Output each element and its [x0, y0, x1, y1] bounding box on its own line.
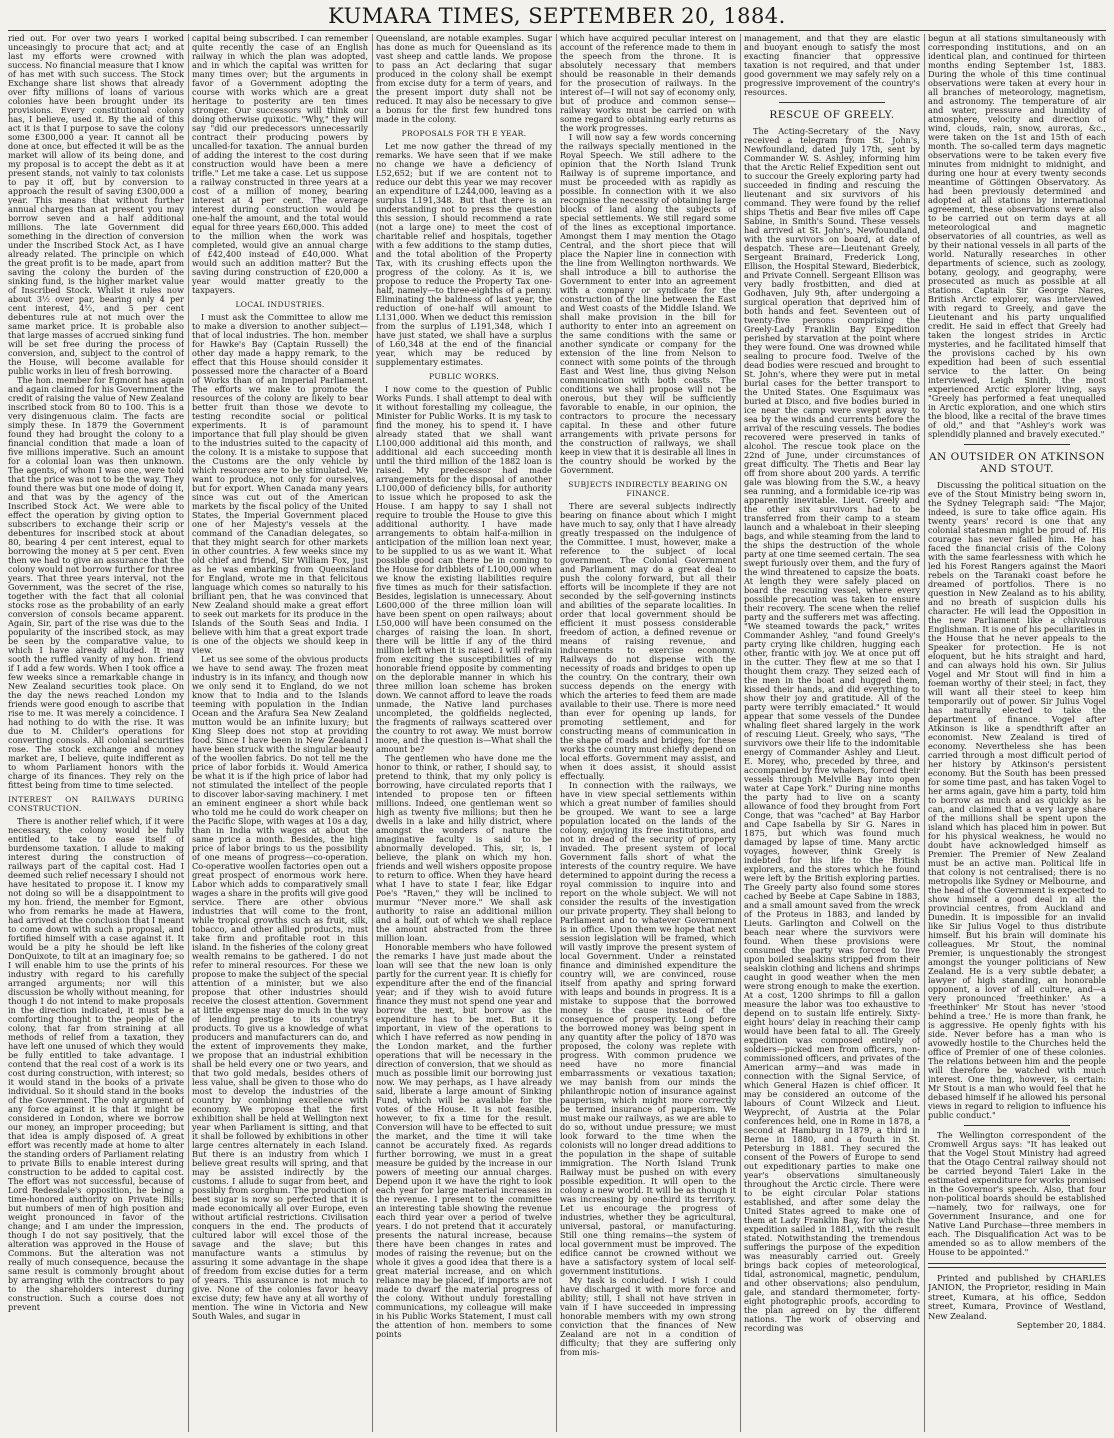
- col6-paragraph-2: Discussing the political situation on the eve of the Stout Ministry being sworn in, the Sydney Telegraph said: "The Major, indeed, is sure to take office again. His twenty years' record is one that any colonial statesman might be proud of. His courage has never failed him. He has faced the financial crisis of the Colony with the same fearlessness with which he led his Forest Rangers against the Maori rebels on the Taranaki coast before he dreamed of portfolios. There is no question in New Zealand as to his ability, and no breath of suspicion dulls his character. He will lead the Opposition in the new Parliament like a chivalrous Englishman. It is one of his peculiarities in the House that he never appeals to the Speaker for protection. He is not eloquent, but he hits straight and hard, and can always hold his own. Sir Julius Vogel and Mr Stout will find in him a foeman worthy of their steel; in fact, they will want all their steel to keep him temporarily out of power. Sir Julius Vogel has naturally elected to take the department of finance. Vogel after Atkinson is like a spendthrift after an economist. New Zealand is tired of economy. Nevertheless she has been carried through a most difficult period of her history by Atkinson's persistent economy. But the South has been pressed for some time past, and has taken Vogel to her arms again, gave him a party, told him to borrow as much and as quickly as he can, and claimed that a very large share of the millions shall be spent upon the island which has placed him in power. But for his physical weakness, he would no doubt have acknowledged himself as Premier. The Premier of New Zealand must be an active man. Political life in that colony is not centralised; there is no metropolis like Sydney or Melbourne, and the head of the Government is expected to show himself a good deal in all the provincial centres, from Auckland and Dunedin. It is impossible for an invalid like Sir Julius Vogel to thus distribute himself. But his brain will dominate his colleagues. Mr Stout, the nominal Premier, is unquestionably the strongest amongst the younger politicians of New Zealand. He is a very subtle debater, a lawyer of high standing, an honorable opponent, a lover of all culture, and—a very pronounced 'freethinker.' As a 'freethinker' Mr Stout has never 'stood behind a tree.' He is more than frank, he is aggressive. He openly fights with his side. Never before has a man who is avowedly hostile to the Churches held the office of Premier of one of these colonies. The relations between him and the people will therefore be watched with much interest. One thing, however, is certain: Mr Stout is a man who would feel that he debased himself if he allowed his personal views in regard to religion to influence his public conduct.": [928, 480, 1106, 1120]
- section-rule: [964, 444, 1071, 445]
- col1-paragraph-3: There is another relief which, if it were necessary, the colony would be fully entitled to take to ease itself of burdensome taxation. I allude to making interest during the construction of railways part of the capital cost. Had I deemed such relief necessary I should not have hesitated to propose it. I know my not doing so will be a disappointment to my hon. friend, the member for Egmont, who from remarks he made at Hawera, had arrived at the conclusion that I meant to come down with such a proposal, and fortified himself with a case against it. It would be a pity he should be left like DonQuixote, to tilt at an imaginary foe; so I will enable him to use the prints of his industry with regard to his carefully arranged arguments; nor will this discussion be wholly without meaning, for though I do not intend to make proposals in the direction indicated, it must be a comforting thought to the people of the colony, that far from straining at all methods of relief from a taxation, they have left one unused of which they would be fully entitled to take advantage. I contend that the real cost of a work is its cost during construction, with interest; so it would stand in the books of a private individual. So it should stand in the books of the Government. The only argument of any force against it is that it might be considered in London, where we borrow our money, an improper proceeding; but that idea is amply disposed of. A great effort was recently made at home to alter the standing orders of Parliament relating to private Bills to enable interest during construction to be added to capital cost. The effort was not successful, because of Lord Redesdale's opposition, he being a time-honored authority on Private Bills; but numbers of men of high position and weight pronounced in favor of the change; and I am under the impression, though I do not say positively, that the alteration was approved in the House of Commons. But the alteration was not really of much consequence, because the same result is commonly brought about by arranging with the contractors to pay to the shareholders interest during construction. Such a course does not prevent: [8, 816, 184, 1312]
- imprint-text: Printed and published by CHARLES JANION, the Proprietor, residing in Main street, Kumara, at his office, Seddon street, Kumara, Province of Westland, New Zealand.: [928, 1273, 1106, 1321]
- col4-paragraph-1: which have acquired peculiar interest on account of the reference made to them in the speech from the throne. It is absolutely necessary that members should be reasonable in their demands for the prosecution of railways. In the interest of—I will not say of economy only, but of produce and common sense—railway works must be carried on with some regard to obtaining early returns as the work progresses.: [560, 34, 736, 133]
- col6-paragraph-1: begun at all stations simultaneously with corresponding institutions, and on an identical plan, and continued for thirteen months ending September 1st, 1883. During the whole of this time continual observations were taken at every hour in all branches of meteorology, magnetism, and astronomy. The temperature of air and water, pressure and humidity of atmosphere, velocity and direction of wind, clouds, rain, snow, auroras, &c., were taken on the 1st and 15th of each month. The so-called term days magnetic observations were to be taken every five minutes from midnight to midnight, and during one hour at every twenty seconds meantime of Göttingen Observatory. As had been previously determined and adopted at all stations by international agreement, these observations were also to be carried out on term days at all meteorological and magnetic observatories of all countries, as well as by their national vessels in all parts of the world. Naturally researches in other departments of science, such as zoology, botany, geology, and geography, were prosecuted as much as possible at all stations. Captain Sir George Nares, British Arctic explorer, was interviewed with regard to Greely, and gave the Lieutenant and his party unqualified credit. He said in effect that Greely had taken the longest strides in Arctic mysteries, and he facilitated himself that the provisions cached by his own expedition had been of such essential service to the latter. On being interviewed, Leigh Smith, the most experienced Arctic explorer living, says "Greely has performed a feat unequalled in Arctic exploration, and one which stirs the blood, like a recital of the brave times of old," and that "Ashley's work was splendidly planned and bravely executed.": [928, 34, 1106, 439]
- column-1: [8, 34, 184, 1432]
- section-rule: [779, 102, 885, 103]
- column-5: [744, 34, 920, 1432]
- masthead: KUMARA TIMES, SEPTEMBER 20, 1884.: [328, 4, 786, 28]
- section-rule: [964, 1125, 1071, 1126]
- col2-subhead-local-industries: LOCAL INDUSTRIES.: [235, 300, 325, 309]
- col3-subhead-public-works: PUBLIC WORKS.: [429, 372, 499, 381]
- col3-paragraph-1: Queensland, are notable examples. Sugar has done as much for Queensland as its vast sheep and cattle lands. We propose to pass an Act declaring that sugar produced in the colony shall be exempt from excise duty for a term of years, and the present import duty shall not be reduced. It may also be necessary to give a bonus for the first few hundred tons made in the colony.: [376, 34, 552, 124]
- col2-paragraph-3: Let us see some of the obvious products we have to send away. The frozen meat industry is in its infancy, and though now we only send it to England, do we not know that to India and to the Islands teeming with population in the Indian Ocean and the Arafura Sea New Zealand mutton would be an infinite luxury; but King Sleep does not stop at providing food. Since I have been in New Zealand I have been struck with the singular beauty of the woollen fabrics. Do not tell me the price of labor forbids it. Would America be what it is if the high price of labor had not stimulated the intellect of the people to discover labor-saving machinery. I met an eminent engineer a short while back who told me he could do work cheaper on the Pacific Slope, with wages at 10s a day, than in India with wages at about the same price a month. Besides, the high price of labor brings to us the possibility of one means of progress—co-operation. Co-operative woollen factories open out a great prospect of enormous work here. Labor which adds to comparatively small wages a share in the profits will give good service. There are other obvious industries that will come to the front, while tropical growths such as fruit, silk, tobacco, and other allied products, must take firm and profitable root in this island. In the fisheries of the colony great wealth remains to be gathered. I do not refer to mineral resources. For these we propose to make the subject of the special attention of a minister, but we also propose that other industries should receive the closest attention. Government at little expense may do much in the way of lending prestige to its country's products. To give us a knowledge of what producers and manufacturers can do, and the extent of improvements they make, we propose that an industrial exhibition shall be held every one or two years, and that two gold medals, besides others of less value, shall be given to those who do most to develop the industries of the country by combining excellence with economy. We propose that the first exhibition shall be held at Wellington next year when Parliament is sitting, and that it shall be followed by exhibitions in other large centres alternately in each Island. But there is an industry from which I believe great results will spring, and that may be assisted indirectly by the customs. I allude to sugar from beet, and possibly from sorghum. The production of beet sugar is now so perfected that it is made economically all over Europe, even without artificial restrictions. Civilisation conquers in the end. The products of cultured labor will excel those of the savage and the slave; but this manufacture wants a stimulus by assuring it some advantage in the shape of freedom from excise duties for a term of years. This assurance is not much to give. None of the colonies favor heavy excise duty; few have any at all worthy of mention. The wine in Victoria and New South Wales, and sugar in: [192, 654, 368, 1321]
- col4-subhead-indirect-finance: SUBJECTS INDIRECTLY BEARING ON FINANCE.: [568, 480, 728, 498]
- column-2: [192, 34, 368, 1432]
- column-rule-5: [924, 34, 925, 1432]
- col3-paragraph-4: The gentlemen who have done me the honor to think, or rather, I should say, to pretend to think, that my only policy is borrowing, have circulated reports that I intended to propose ten or fifteen millions. Indeed, one gentleman went so high as twenty five millions; but then he dwells in a lake and hilly district, where amongst the wonders of nature the imaginative faculty is said to be abnormally developed. This, sir, is, I believe, the plank on which my hon. friends and well wishers opposite propose to return to office. When they have heard what I have to state I fear, like Edgar Poe's "Raven," they will be inclined to murmur "Never more." We shall ask authority to raise an additional million and a half, out of which we shall replace the amount abstracted from the three million loan.: [376, 753, 552, 943]
- imprint-rule: [928, 1263, 1106, 1268]
- col2-paragraph-2: I must ask the Committee to allow me to make a diversion to another subject—that of local industries. The hon. member for Hawke's Bay (Captain Russell) the other day made a happy remark, to the effect that this House should consider it possessed more the character of a Board of Works than of an Imperial Parliament. The efforts we make to promote the resources of the colony are likely to bear better fruit than those we devote to testing recondite social or political experiments. It is of paramount importance that full play should be given to the industries suited to the capacity of the colony. It is a mistake to suppose that the Customs are the only vehicle by which resources are to be stimulated. We want to produce, not only for ourselves, but for export. When Canada many years since was cut out of the American markets by the fiscal policy of the United States, the Imperial Government placed one of her Majesty's vessels at the command of the Canadian delegates, so that they might search for other markets in other countries. A few weeks since my old chief and friend, Sir William Fox, just as he was embarking from Queensland for England, wrote me in that felicitous language which comes so naturally to his brilliant pen, that he was convinced that New Zealand should make a great effort to seek out markets for its produce in the Islands of the South Seas and India. I believe with him that a great export trade is one of the objects we should keep in view.: [192, 312, 368, 655]
- col2-paragraph-1: capital being subscribed. I can remember quite recently the case of an English railway in which the plan was adopted, and in which the capital was written for many times over; but the arguments in favor of a Government adopting the course with works which are a great heritage to posterity are ten times stronger. Our successors will think our doing otherwise quixotic. "Why," they will say "did our predecessors unnecessarily contract their producing powers by uncalled-for taxation. The annual burden of adding the interest to the cost during construction would have been a mere trifle." Let me take a case. Let us suppose a railway constructed in three years at a cost of a million of money, bearing interest at 4 per cent. The average interest during construction would be one-half the amount, and the total would equal for three years £60,000. This added to the million when the work was completed, would give an annual charge of £42,400 instead of £40,000. What would such an addition matter? But the saving during construction of £20,000 a year would matter greatly to the taxpayers.: [192, 34, 368, 295]
- col1-paragraph-2: The hon. member for Egmont has again and again claimed for his Government the credit of raising the value of New Zealand inscribed stock from 80 to 100. This is a very disingenuous claim. The facts are simply these. In 1879 the Government found they had brought the colony to a financial condition that made a loan of five millions imperative. Such an amount for a colonial loan was then unknown. The agents, of whom I was one, were told that the price was not to be the way. They found there was but one mode of doing it, and that was by the agency of the Inscribed Stock Act. We were able to effect the operation by giving option to subscribers to exchange their scrip or debentures for inscribed stock at about 80, bearing 4 per cent interest, equal to borrowing the money at 5 per cent. Even then we had to give an assurance that the colony would not borrow further for three years. That three years interval, not the Government, was the secret of the rise, together with the fact that all colonial stocks rose as the probability of an early conversion of consols became apparent. Again, Sir, part of the rise was due to the popularity of the inscribed stock, as may be seen by the comparative value, to which I have already alluded. It may sooth the ruffled vanity of my hon. friend if I add a few words. When I took office a few weeks since a remarkable change in New Zealand securities took place. On the day the news reached London my friends were good enough to ascribe that rise to me. It was merely a coincidence. I had nothing to do with the rise. It was due to M. Childer's operations for converting consols. All colonial securities rose. The stock exchange and money market are, I believe, quite indifferent as to whom Parliament honors with the charge of its finances. They rely on the fittest being from time to time selected.: [8, 375, 184, 790]
- col3-paragraph-2: Let me now gather the thread of my remarks. We have seen that if we make no change we have a deficiency of L52,652; but if we are content not to reduce our debt this year we may recover an expenditure of L244,000, leaving as a surplus L191,348. But that there is an understanding not to press the question this session, I should recommend a rate (not a large one) to meet the cost of charitable relief and hospitals, together with a few additions to the stamp duties, and the total abolition of the Property Tax, with its crushing effects upon the progress of the colony. As it is, we propose to reduce the Property Tax one-half, namely—to three-eighths of a penny. Eliminating the baldness of last year, the reduction of one-half will amount to L131,000. When we deduct this remission from the surplus of L191,348, which I have just stated, we shall have a surplus of L60,348 at the end of the financial year, which may be reduced by supplementary estimates.: [376, 141, 552, 367]
- col4-paragraph-4: In connection with the railways, we have in view special settlements within which a great number of families should be grouped. We want to see a large population located on the lands of the colony, enjoying its free institutions, and not in dread of the security of property invaded. The present system of local Government falls short of what the interests of the country require. We have determined to appoint during the recess a royal commission to inquire into and report on the whole subject. We will not consider the results of the investigation our private property. They shall belong to Parliament and to whatever Government is in office. Upon them we hope that next session legislation will be framed, which will vastly improve the present system of local Government. Under a reinstated finance and diminished expenditure the country will, we are convinced, rouse itself from apathy and spring forward with leaps and bounds in progress. It is a mistake to suppose that the borrowed money is the cause instead of the consequence of prosperity. Long before the borrowed money was being spent in any quantity after the policy of 1870 was proposed, the colony was replete with progress. With common prudence we need have no more financial embarrassments or vexatious taxation; we may banish from our minds the philanthropic notion of insurance against pauperism, which might more correctly be termed insurance of pauperism. We must make our railways, as we are able to do so, without undue pressure; we must look forward to the time when the colonists will no longer dread additions to the population in the shape of suitable immigration. The North Island Trunk Railway must be pushed on with every possible expedition. It will open to the colony a new world. It will be as though it was increasing by one-third its territory. Let us encourage the progress of industries, whether they be agricultural, universal, pastoral, or manufacturing. Still one thing remains—the system of local government must be improved. The edifice cannot be crowned without we have a satisfactory system of local self-government institutions.: [560, 780, 736, 1276]
- col3-paragraph-5: Honorable members who have followed the remarks I have just made about the loan will see that the new loan is only partly for the current year. It is chiefly for expenditure after the end of the financial year; and if they wish to avoid future finance they must not spend one year and borrow the next, but borrow as the expenditure has to be met. But it is important, in view of the operations to which I have referred as now pending in the London market, and the further operations that will be necessary in the direction of conversion, that we should as much as possible limit our borrowing just now. We may perhaps, as I have already said, liberate a large amount of Sinking Fund, which will be available for the votes of the House. It is not feasible, however, to fix a time for the result. Conversion will have to be effected to suit the market, and the time it will take cannot be accurately fixed. As regards further borrowing, we must in a great measure be guided by the increase in our powers of meeting our annual charges. Depend upon it we have the right to look each year for large material increases in the revenue. I present to the committee an interesting table showing the revenue each third year over a period of twelve years. I do not pretend that it accurately presents the natural increase, because there have been changes in rates and modes of raising the revenue; but on the whole it gives a good idea that there is a great material increase, and on which reliance may be placed, if imports are not made to dwarf the material progress of the colony. Without unduly forestalling communications, my colleague will make in his Public Works Statement, I must call the attention of hon. members to some points: [376, 942, 552, 1339]
- col1-paragraph-1: ried out. For over two years I worked unceasingly to procure that act; and at last my efforts were crowned with success. No financial measure that I know of has met with such success. The Stock Exchange share list shows that already over fifty millions of loans of various colonies have been brought under its provisions. Every constitutional colony has, I believe, used it. By the aid of this act it is that I purpose to save the colony some £300,000 a year. It cannot all be done at once, but effected it will be as the market will allow of its being done, and my proposal is to accept the debt as it at present stands, not vainly to tax colonists to pay it off, but by conversion to approach the result of saving £300,000 a year. This means that without further annual charges than at present you may borrow seven and a half additional millions. The late Government did something in the direction of conversion under the Inscribed Stock Act, as I have already related. The principle on which the great profit is to be made, apart from saving the colony the burden of the sinking fund, is the higher market value of Inscribed Stock. Whilst it rules now about 3½ over par, bearing only 4 per cent interest, 4½, and 5 per cent debentures rule at not much over the same market price. It is probable also that large masses of accrued sinking fund will be set free during the process of conversion, and, subject to the control of the House, will become available for public works in lieu of fresh borrowing.: [8, 34, 184, 376]
- column-rule-2: [372, 34, 373, 1432]
- col4-paragraph-2: I will now say a few words concerning the railways specially mentioned in the Royal Speech. We still adhere to the opinion that the North Island Trunk Railway is of supreme importance, and must be proceeded with as rapidly as possible. In connection with it we also recognise the necessity of obtaining large blocks of land along the subjects of special settlements. We still regard some of the lines as exceptional importance. Amongst them I may mention the Otago Central, and the short piece that will place the Napier line in connection with the line from Wellington northwards. We shall introduce a bill to authorise the Government to enter into an agreement with a company or syndicate for the construction of the line between the East and West coasts of the Middle Island. We shall make provision in the bill for authority to enter into an agreement on the same conditions with the same or another syndicate or company for the extension of the line from Nelson to connect with some points of the through East and West line, thus giving Nelson communication with both coasts. The conditions we shall propose will not be onerous, but they will be sufficiently favorable to enable, in our opinion, the contractors to procure the necessary capital. In these and other future arrangements with private persons for the construction of railways, we shall keep in view that it is desirable all lines in the country should be worked by the Government.: [560, 132, 736, 475]
- masthead-rule: [8, 30, 1106, 31]
- headline-outsider-atkinson-stout: AN OUTSIDER ON ATKINSON AND STOUT.: [928, 451, 1106, 475]
- column-rule-3: [556, 34, 557, 1432]
- col5-paragraph-2: The Acting-Secretary of the Navy received a telegram from St. John's, Newfoundland, dated July 17th, sent by Commander W. S. Ashley, informing him that the Arctic Relief Expedition sent out to succour the Greely exploring party had succeeded in finding and rescuing the lieutenant and six survivors of his command. They were found by the relief ships Thetis and Bear five miles off Cape Sabine, in Smith's Sound. These vessels had arrived at St. John's, Newfoundland, with the survivors on board, at date of despatch. These are—Lieutenant Greely, Sergeant Brainard, Frederick Long, Ellison, the Hospital Steward, Biederbick, and Private Connell. Sergeant Ellison was very badly frostbitten, and died at Godhaven, July 9th, after undergoing a surgical operation that deprived him of both hands and feet. Seventeen out of twenty-five persons comprising the Greely-Lady Franklin Bay Expedition perished by starvation at the point where they were found. One was drowned while sealing to procure food. Twelve of the dead bodies were rescued and brought to St. John's, where they were put in metal burial cases for the better transport to the United States. One Esquimaux was buried at Disco, and five bodies buried in ice near the camp were swept away to sea by the winds and currents before the arrival of the rescuing vessels. The bodies recovered were preserved in tanks of alcohol. The rescue took place on the 22nd of June, under circumstances of great difficulty. The Thetis and Bear lay off from shore about 200 yards. A terrific gale was blowing from the S.W., a heavy sea running, and a formidable ice-rip was apparently inevitable. Lieut. Greely and the other six survivors had to be transferred from their camp to a steam launch and a whaleboat in their sleeping bags, and while steaming from the land to the ships the destruction of the whole party at one time seemed certain. The sea swept furiously over them, and the fury of the wind threatened to capsize the boats. At length they were safely placed on board the rescuing vessel, where every possible precaution was taken to ensure their recovery. The scene when the relief party and the sufferers met was affecting. "We steamed towards the pack," writes Commander Ashley, "and found Greely's party crying like children, hugging each other, frantic with joy. We at once put off in the cutter. They flew at me so that I thought them crazy. They seized each of the men in the boat and hugged them, kissed their hands, and did everything to show their joy and gratitude. All of the party were terribly emaciated." It would appear that some vessels of the Dundee whaling fleet shared largely in the work of rescuing Lieut. Greely, who says, "The survivors owe their life to the indomitable energy of Commander Ashley and Lieut. E. Morey, who, preceded by three, and accompanied by five whalers, forced their vessels through Melville Bay into open water at Cape York." During nine months the party had to live on a scanty allowance of food they brought from Fort Conge, that was "cached" at Bay Harbor and Cape Isabella by Sir G. Nares in 1875, but which was found much damaged by lapse of time. Many arctic voyages, however, think Greely is indebted for his life to the British explorers, and the stores which he found were left by the British exploring parties. The Greely party also found some stores cached by Beebe at Cape Sabine in 1883, and a small amount saved from the wreck of the Proteus in 1883, and landed by Lieuts. Garlington and Colwell on the beach near where the survivors were found. When these provisions were consumed the party was forced to live upon boiled sealskins stripped from their sealskin clothing and lichens and shrimps caught in good weather when the men were strong enough to make the exertion. At a cost, 1200 shrimps to fill a gallon measure the labor was too exhaustive to depend on to sustain life entirely. Sixty-eight hours' delay in reaching their camp would have been fatal to all. The Greely expedition was composed entirely of soldiers—picked men from officers, non-commissioned officers, and privates of the American army—and was made in connection with the Signal Service, of which General Hazen is chief officer. It may be considered an outcome of the labours of Count Wilzeck and Lieut. Weyprecht, of Austria at the Polar conferences held, one in Rome in 1878, a second at Hamburg in 1879, a third in Berne in 1880, and a fourth in St. Petersburg in 1881. They secured the consent of the Powers of Europe to send out expeditionary parties to make one year's observations simultaneously throughout the Arctic circle. There were to be eight circular Polar stations established, and after some delay the United States agreed to make one of them at Lady Franklin Bay, for which the expedition sailed in 1881, with the result stated. Notwithstanding the tremendous sufferings the purpose of the expedition was measurably carried out. Greely brings back copies of meteorological, tidal, astronomical, magnetic, pendulum, and other observations; also pendulum, gale, and standard thermometer, forty-eight photographic proofs, according to the plan agreed on by the different nations. The work of observing and recording was: [744, 126, 920, 1333]
- col1-subhead-interest: INTEREST ON RAILWAYS DURING CONSTRUCTION.: [8, 795, 184, 813]
- imprint-date: September 20, 1884.: [1016, 1320, 1106, 1331]
- column-4: [560, 34, 736, 1432]
- col4-paragraph-5: My task is concluded. I wish I could have discharged it with more force and ability; still, I shall not have striven in vain if I have succeeded in impressing honorable members with my own strong conviction that the finances of New Zealand are not in a condition of difficulty; that they are suffering only from mis-: [560, 1275, 736, 1357]
- col5-paragraph-1: management, and that they are elastic and buoyant enough to satisfy the most exacting financier that oppressive taxation is not required, and that under good government we may safely rely on a progressive improvement of the country's resources.: [744, 34, 920, 97]
- col6-paragraph-3: The Wellington correspondent of the Cromwell Argus says: "It has leaked out that the Vogel Stout Ministry had agreed that the Otago Central railway should not be carried beyond Taieri Lake in the estimated expenditure for works promised in the Governor's speech. Also, that four non-political boards should be established—namely, two for railways, one for Government Insurance, and one for Native Land Purchase—three members in each. The Disqualification Act was to be amended so as to allow members of the House to be appointed.": [928, 1130, 1106, 1257]
- imprint: [928, 1274, 1106, 1330]
- column-6: [928, 34, 1106, 1432]
- col4-paragraph-3: There are several subjects indirectly bearing on finance about which I might have much to say, only that I have already greatly trespassed on the indulgence of the Committee. I must, however, make a reference to the subject of local government. The Colonial Government and Parliament may do a great deal to push the colony forward, but all their efforts will be incomplete if they are not seconded by the self-governing instincts and abilities of the separate localities. In order that local government should be efficient it must possess considerable freedom of action, a defined revenue or means of raising revenue, and inducements to exercise economy. Railways do not dispense with the necessity of roads and bridges to open up the country. On the contrary, their own success depends on the energy with which the arteries to feed them are made available to their use. There is more need than ever for opening up lands, for promoting settlement, and for constructing means of communication in the shape of roads and bridges; for these works the country must chiefly depend on local efforts. Government may assist, and when it does assist, it should assist effectually.: [560, 501, 736, 781]
- headline-rescue-of-greely: RESCUE OF GREELY.: [769, 109, 895, 121]
- column-rule-4: [740, 34, 741, 1432]
- col3-paragraph-3: I now come to the question of Public Works Funds. I shall attempt to deal with it without forestalling my colleague, the Minister for Public Works. It is my task to find the money, his to spend it. I have already stated that we shall want L100,000 additional aid this month, and additional aid each succeeding month until the third million of the 1882 loan is raised. My predecessor had made arrangements for the disposal of another L100,000 of deficiency bills, for authority to issue which he proposed to ask the House. I am happy to say I shall not require to trouble the House to give this additional authority. I have made arrangements to obtain half-a-million in anticipation of the million loan next year, to be supplied to us as we want it. What possible good can there be in coming to the House for dribblets of L100,000 when we know the existing liabilities require five times as much for their satisfaction. Besides, legislation is unnecessary. About L600,000 of the three million loan will have been spent on open railways; about L50,000 will have been consumed on the charges of raising the loan. In short, there will be little if any of the third million left when it is raised. I will refrain from exciting the susceptibilities of my honorable friend opposite by commenting on the deplorable manner in which his three million loan scheme has broken down. We cannot afford to leave the roads unmade, the Native land purchases uncompleted, the goldfields neglected, the fragments of railways scattered over the country to rot away. We must borrow more, and the question is—What shall the amount be?: [376, 384, 552, 754]
- columns: [8, 34, 1106, 1432]
- column-3: [376, 34, 552, 1432]
- column-rule-1: [188, 34, 189, 1432]
- col3-subhead-proposals: PROPOSALS FOR TH E YEAR.: [401, 129, 527, 138]
